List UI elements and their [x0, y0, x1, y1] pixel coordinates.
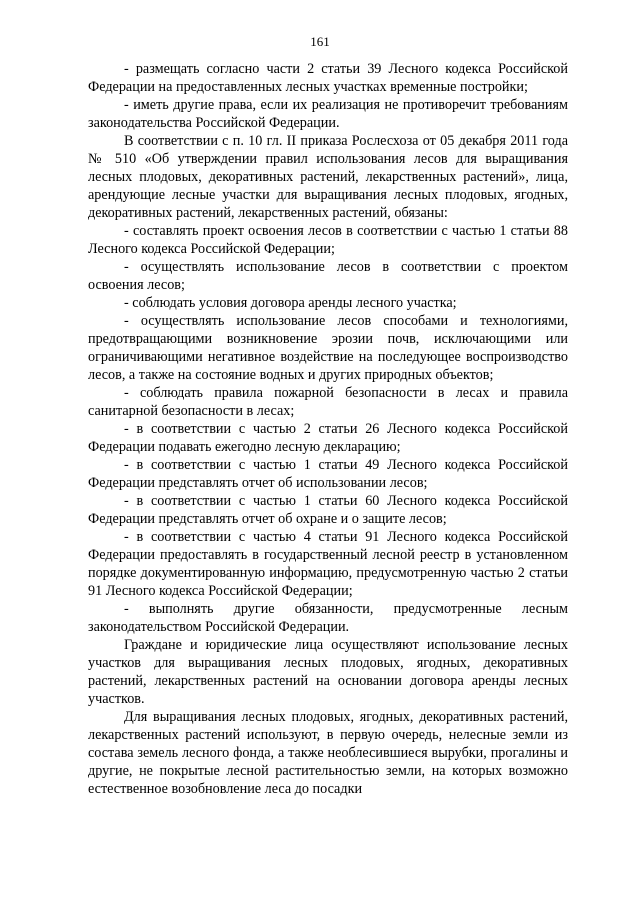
paragraph: - выполнять другие обязанности, предусмотренные лесным законодательством Российской Федерации.: [88, 601, 568, 635]
paragraph: - в соответствии с частью 4 статьи 91 Лесного кодекса Российской Федерации предоставлять в государственный лесной реестр в установленном порядке документированную информацию, предусмотренную частью 2 статьи 91 Лесного кодекса Российской Федерации;: [88, 529, 568, 599]
paragraph: - осуществлять использование лесов способами и технологиями, предотвращающими возникновение эрозии почв, исключающими или ограничивающими негативное воздействие на последующее воспроизводство лесов, а также на состояние водных и других природных объектов;: [88, 313, 568, 383]
paragraph: - в соответствии с частью 2 статьи 26 Лесного кодекса Российской Федерации подавать ежегодно лесную декларацию;: [88, 421, 568, 455]
page-number: 161: [310, 34, 330, 49]
paragraph: - иметь другие права, если их реализация не противоречит требованиям законодательства Российской Федерации.: [88, 97, 568, 131]
paragraph: Для выращивания лесных плодовых, ягодных, декоративных растений, лекарственных растений используют, в первую очередь, нелесные земли из состава земель лесного фонда, а также необлесившиеся вырубки, прогалины и другие, не покрытые лесной растительностью земли, на которых возможно естественное возобновление леса до посадки: [88, 709, 568, 797]
paragraph: - составлять проект освоения лесов в соответствии с частью 1 статьи 88 Лесного кодекса Российской Федерации;: [88, 223, 568, 257]
paragraph: - соблюдать условия договора аренды лесного участка;: [124, 295, 457, 311]
paragraph: - в соответствии с частью 1 статьи 60 Лесного кодекса Российской Федерации представлять отчет об охране и о защите лесов;: [88, 493, 568, 527]
paragraph: - в соответствии с частью 1 статьи 49 Лесного кодекса Российской Федерации представлять отчет об использовании лесов;: [88, 457, 568, 491]
body-text: [88, 60, 568, 798]
paragraph: - соблюдать правила пожарной безопасности в лесах и правила санитарной безопасности в лесах;: [88, 385, 568, 419]
paragraph: - осуществлять использование лесов в соответствии с проектом освоения лесов;: [88, 259, 568, 293]
paragraph: Граждане и юридические лица осуществляют использование лесных участков для выращивания лесных плодовых, ягодных, декоративных растений, лекарственных растений на основании договора аренды лесных участков.: [88, 637, 568, 707]
paragraph: В соответствии с п. 10 гл. II приказа Рослесхоза от 05 декабря 2011 года № 510 «Об утверждении правил использования лесов для выращивания лесных плодовых, декоративных растений, лекарственных растений», лица, арендующие лесные участки для выращивания лесных плодовых, ягодных, декоративных растений, лекарственных растений, обязаны:: [88, 133, 568, 221]
paragraph: - размещать согласно части 2 статьи 39 Лесного кодекса Российской Федерации на предоставленных лесных участках временные постройки;: [88, 61, 568, 95]
